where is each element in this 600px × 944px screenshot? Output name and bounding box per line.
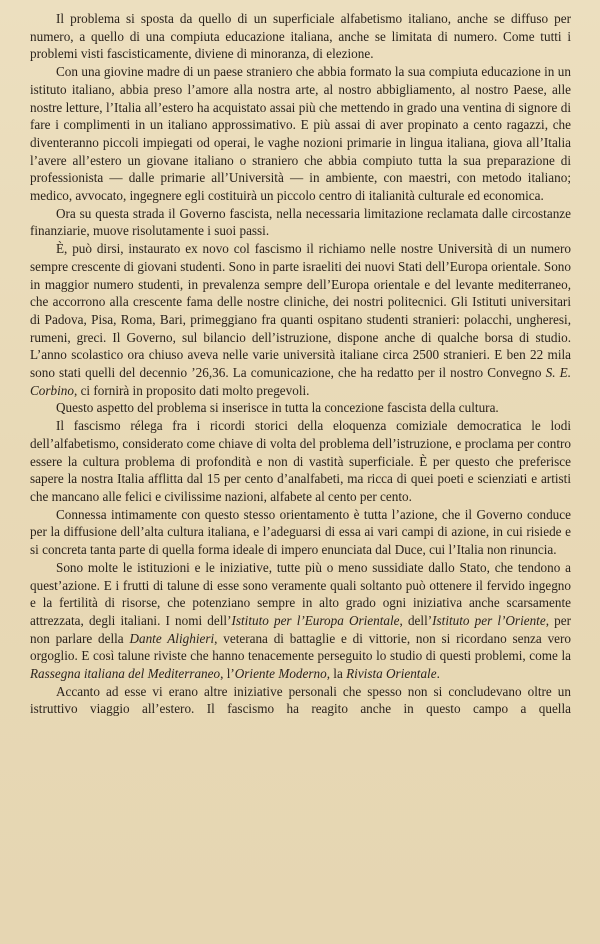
paragraph <box>30 63 571 205</box>
text-run: Connessa intimamente con questo stesso orientamento è tutta l’azione, che il Governo conduce per la diffusione dell’alta cultura italiana, e l’adeguarsi di essa ai vari campi di azione, in cui risiede e si concreta tanta parte di quella forma ideale di impero enunciata dal Duce, cui l’Italia non rinuncia. <box>30 506 571 558</box>
paragraph <box>30 205 571 240</box>
text-run: , la <box>326 666 347 682</box>
text-run: Questo aspetto del problema si inserisce in tutta la concezione fascista della cultura. <box>56 400 499 416</box>
paragraph <box>30 10 571 63</box>
italic-title: Dante Alighieri <box>129 630 215 646</box>
paragraph <box>30 399 571 417</box>
text-run: . <box>436 666 440 682</box>
text-run: È, può dirsi, instaurato ex novo col fascismo il richiamo nelle nostre Università di un numero sempre crescente di giovani studenti. Sono in parte israeliti dei nuovi Stati dell’Europa orientale. Sono in maggior numero studenti, in prevalenza sempre dell’Europa orientale e del levante mediterraneo, che accorrono alla crescente fama delle nostre cliniche, dei nostri politecnici. Gli Istituti universitari di Padova, Pisa, Roma, Bari, primeggiano fra quanti ospitano studenti stranieri: polacchi, ungheresi, rumeni, greci. Il Governo, sul bilancio dell’istruzione, dispone anche di qualche borsa di studio. L’anno scolastico ora chiuso aveva nelle varie università italiane circa 2500 stranieri. E ben 22 mila sono stati quelli del decennio ’26,36. La comunicazione, che ha redatto per il nostro Convegno <box>30 241 571 381</box>
italic-title: Rivista Orientale <box>346 666 437 682</box>
text-run: Ora su questa strada il Governo fascista, nella necessaria limitazione reclamata dalle circostanze finanziarie, muove risolutamente i suoi passi. <box>30 205 571 239</box>
italic-title: Oriente Moderno <box>234 666 327 682</box>
text-run: , dell’ <box>399 612 433 628</box>
text-run: Il fascismo rélega fra i ricordi storici della eloquenza comiziale democratica le lodi dell’alfabetismo, considerato come chiave di volta del problema dell’istruzione, e proclama per contro essere la cultura problema di profondità e non di vastità superficiale. È per questo che preferisce sapere la nostra Italia afflitta dal 15 per cento d’analfabeti, ma ricca di quei poeti e scienziati e artisti che mancano alle felici e civilissime nazioni, alfabete al cento per cento. <box>30 418 571 504</box>
paragraph <box>30 417 571 506</box>
text-run: Sono molte le istituzioni e le iniziative, tutte più o meno sussidiate dallo Stato, che tendono a quest’azione. E i frutti di talune di esse sono veramente quali soltanto può ottenere il fervido ingegno e la fertilità di risorse, che potenziano sempre in alto grado ogni iniziativa anche scarsamente attrezzata, degli italiani. I nomi dell’ <box>30 559 571 628</box>
text-run: Con una giovine madre di un paese straniero che abbia formato la sua compiuta educazione in un istituto italiano, abbia preso l’amore alla nostra arte, al nostro abbigliamento, al nostro Paese, alle nostre letture, l’Italia all’estero ha acquistato assai più che mettendo in grado una ventina di signore di fare i complimenti in un italiano approssimativo. E più assai di aver propinato a cento ragazzi, che diventeranno piccoli impiegati od operai, le vaghe nozioni primarie in lingua italiana, giova all’Italia l’avere all’estero un giovane italiano o straniero che abbia compiuto tutta la sua preparazione di professionista — dalle primarie all’Università — in ambiente, con maestri, con metodo italiano; medico, avvocato, ingegnere egli costituirà un piccolo centro di italianità culturale ed economica. <box>30 64 571 204</box>
paragraph <box>30 683 571 718</box>
paragraph <box>30 506 571 559</box>
paragraph <box>30 240 571 399</box>
italic-title: Istituto per l’Europa Orientale <box>231 612 400 628</box>
body-text <box>30 10 571 718</box>
text-run: , ci fornirà in proposito dati molto pregevoli. <box>73 382 310 398</box>
text-run: Il problema si sposta da quello di un superficiale alfabetismo italiano, anche se diffuso per numero, a quello di una compiuta educazione italiana, anche se limitata di numero. Come tutti i problemi visti fascisticamente, diviene di minoranza, di elezione. <box>30 11 571 62</box>
italic-title: S. E. Corbino <box>30 365 571 398</box>
italic-title: Rassegna italiana del Mediterraneo <box>30 666 221 682</box>
text-run: , per non parlare della <box>30 612 571 646</box>
text-run: , veterana di battaglie e di vittorie, non si ricordano senza vero orgoglio. E così talune riviste che hanno tenacemente perseguito lo studio di questi problemi, come la <box>30 630 571 664</box>
text-run: , l’ <box>220 666 235 682</box>
text-run: Accanto ad esse vi erano altre iniziative personali che spesso non si concludevano oltre un istruttivo viaggio all’estero. Il fascismo ha reagito anche in questo campo a quella <box>30 683 571 717</box>
paragraph <box>30 559 571 683</box>
italic-title: Istituto per l’Oriente <box>432 612 546 628</box>
